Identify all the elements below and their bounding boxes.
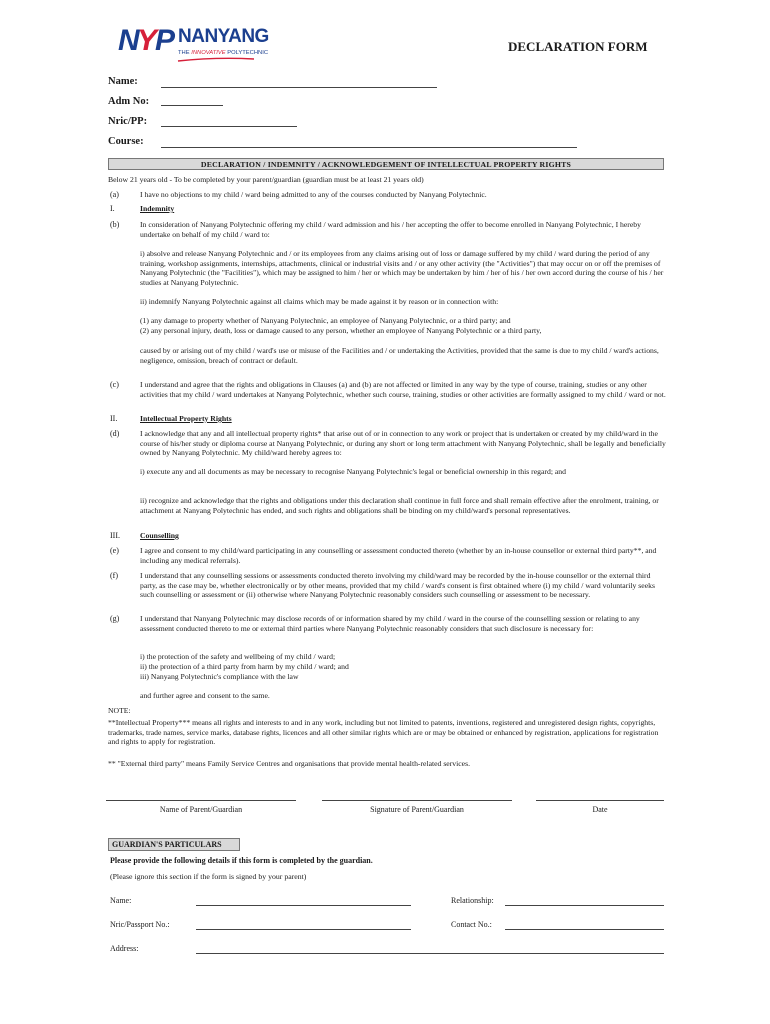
course-input[interactable] <box>161 147 577 148</box>
clause-g-ii: ii) the protection of a third party from harm by my child / ward; and <box>140 662 349 671</box>
guardian-relationship-label: Relationship: <box>451 896 494 905</box>
nyp-logo <box>118 26 308 66</box>
nric-input[interactable] <box>161 126 297 127</box>
guardian-nric-input[interactable] <box>196 929 411 930</box>
clause-g-text: I understand that Nanyang Polytechnic may disclose records of or information shared by my child / ward in the course of the counselling session or relating to any assessment conducted thereto to me or external third parties where Nanyang Polytechnic reasonably considers that such disclosure is necessary for: <box>140 614 640 633</box>
section-iii-heading: Counselling <box>140 531 179 540</box>
clause-b-text: In consideration of Nanyang Polytechnic offering my child / ward admission and his / her accepting the offer to become enrolled in Nanyang Polytechnic, I hereby undertake on behalf of my child / ward to: <box>140 220 641 239</box>
logo-letter-y: Y <box>137 24 158 57</box>
clause-g-iii: iii) Nanyang Polytechnic's compliance with the law <box>140 672 299 681</box>
parent-signature-line[interactable] <box>322 800 512 801</box>
logo-swoosh-icon <box>176 57 256 63</box>
date-line[interactable] <box>536 800 664 801</box>
adm-no-input[interactable] <box>161 105 223 106</box>
clause-d-text: I acknowledge that any and all intellectual property rights* that arise out of or in connection to any work or project that is undertaken or created by my child/ward in the course of his/her study or diploma course at Nanyang Polytechnic, or during any short or long term attachment with Nanyang Polytechnic, shall be legally and beneficially owned by Nanyang Polytechnic. My child/ward hereby agrees to: <box>140 429 666 457</box>
clause-d-ii: ii) recognize and acknowledge that the rights and obligations under this declaration shall continue in full force and shall remain effective after the enrolment, training, or attachment at Nanyang Polytechnic has ended, and such rights and obligations shall be binding on my child/ward's personal representatives. <box>140 496 659 515</box>
guardian-section-bar: GUARDIAN'S PARTICULARS <box>108 838 240 851</box>
note-third-party: ** "External third party" means Family Service Centres and organisations that provide mental health-related services. <box>108 759 470 768</box>
note-label: NOTE: <box>108 706 131 715</box>
date-caption: Date <box>592 805 608 814</box>
clause-e-mark: (e) <box>110 546 119 555</box>
adm-no-label: Adm No: <box>108 96 150 107</box>
clause-g-further: and further agree and consent to the same. <box>140 691 270 700</box>
guardian-address-label: Address: <box>110 944 139 953</box>
logo-letter-n: N <box>118 24 140 57</box>
guardian-relationship-input[interactable] <box>505 905 664 906</box>
clause-g-i: i) the protection of the safety and wellbeing of my child / ward; <box>140 652 336 661</box>
section-i-heading: Indemnity <box>140 204 175 213</box>
logo-letter-p: P <box>155 24 176 57</box>
clause-f-text: I understand that any counselling sessions or assessments conducted thereto involving my child/ward may be recorded by the in-house counsellor or the external third party, as the case may be, whether electronically or by other means, provided that my child / ward's consent is first obtained where (i) my child / ward voluntarily seeks such counselling or assessment or (ii) otherwise where Nanyang Polytechnic reasonably considers such counselling or assessment to be necessary. <box>140 571 655 599</box>
guardian-ignore-note: (Please ignore this section if the form is signed by your parent) <box>110 872 307 881</box>
guardian-contact-label: Contact No.: <box>451 920 492 929</box>
clause-c-mark: (c) <box>110 380 119 389</box>
clause-a-mark: (a) <box>110 190 119 199</box>
clause-b-ii: ii) indemnify Nanyang Polytechnic against all claims which may be made against it by reason or in connection with: <box>140 297 499 306</box>
guardian-address-input[interactable] <box>196 953 664 954</box>
below-21-note: Below 21 years old - To be completed by your parent/guardian (guardian must be at least 21 years old) <box>108 175 424 184</box>
declaration-section-bar: DECLARATION / INDEMNITY / ACKNOWLEDGEMENT OF INTELLECTUAL PROPERTY RIGHTS <box>108 158 664 170</box>
parent-name-line[interactable] <box>106 800 296 801</box>
clause-g-mark: (g) <box>110 614 120 623</box>
nric-label: Nric/PP: <box>108 116 148 127</box>
clause-f-mark: (f) <box>110 571 118 580</box>
section-ii-heading: Intellectual Property Rights <box>140 414 232 423</box>
section-iii-mark: III. <box>110 531 120 540</box>
section-i-mark: I. <box>110 204 115 213</box>
clause-b-mark: (b) <box>110 220 120 229</box>
guardian-name-label: Name: <box>110 896 132 905</box>
guardian-nric-label: Nric/Passport No.: <box>110 920 170 929</box>
clause-a-text: I have no objections to my child / ward being admitted to any of the courses conducted by Nanyang Polytechnic. <box>140 190 487 199</box>
parent-signature-caption: Signature of Parent/Guardian <box>370 805 464 814</box>
guardian-name-input[interactable] <box>196 905 411 906</box>
parent-name-caption: Name of Parent/Guardian <box>159 805 243 814</box>
form-title: DECLARATION FORM <box>508 39 648 54</box>
clause-d-i: i) execute any and all documents as may be necessary to recognise Nanyang Polytechnic's legal or beneficial ownership in this regard; and <box>140 467 566 476</box>
guardian-instruction: Please provide the following details if this form is completed by the guardian. <box>110 856 373 865</box>
clause-b-ii-2: (2) any personal injury, death, loss or damage caused to any person, whether an employee of Nanyang Polytechnic or a third party, <box>140 326 542 335</box>
logo-brand: NANYANG <box>178 26 269 47</box>
clause-c-text: I understand and agree that the rights and obligations in Clauses (a) and (b) are not affected or limited in any way by the type of course, training, studies or any other activities that my child / ward undertakes at Nanyang Polytechnic, whether such course, training, studies or other activities are formally assigned to my child / ward or not. <box>140 380 666 399</box>
note-ip: **Intellectual Property*** means all rights and interests to and in any work, including but not limited to patents, inventions, registered and unregistered design rights, copyrights, trademarks, trade names, service marks, database rights, licences and all other similar rights which are or may be obtained or enhanced by registration, applications for registration and rights to apply for registration. <box>108 718 659 746</box>
clause-b-caused: caused by or arising out of my child / ward's use or misuse of the Facilities and / or undertaking the Activities, provided that the same is due to my child / ward's actions, negligence, omission, breach of contract or default. <box>140 346 659 365</box>
clause-d-mark: (d) <box>110 429 120 438</box>
name-input[interactable] <box>161 87 437 88</box>
section-ii-mark: II. <box>110 414 118 423</box>
logo-tagline: THE INNOVATIVE POLYTECHNIC <box>178 50 269 56</box>
name-label: Name: <box>108 76 138 87</box>
course-label: Course: <box>108 136 144 147</box>
clause-e-text: I agree and consent to my child/ward participating in any counselling or assessment conducted thereto (whether by an in-house counsellor or external third party**, and including any medical referrals). <box>140 546 657 565</box>
guardian-contact-input[interactable] <box>505 929 664 930</box>
clause-b-i: i) absolve and release Nanyang Polytechnic and / or its employees from any claims arising out of loss or damage suffered by my child / ward during the period of any training, workshop assignments, internships, attachments, clinical or industrial visits and / or any other activity (the "Activities") that may occur on or off the premises of Nanyang Polytechnic (the "Facilities"), which may be assigned to him / her or which may be undertaken by him / her of his / her own accord during the course of his / her studies at Nanyang Polytechnic. <box>140 249 664 287</box>
clause-b-ii-1: (1) any damage to property whether of Nanyang Polytechnic, an employee of Nanyang Polytechnic, or a third party; and <box>140 316 511 325</box>
